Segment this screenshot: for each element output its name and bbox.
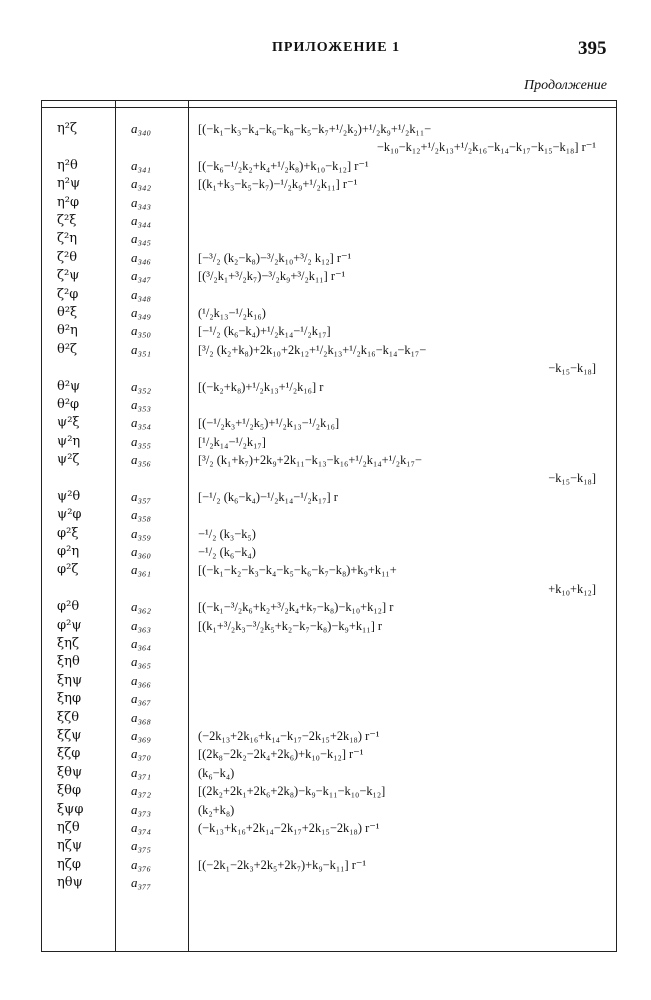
table-row bbox=[0, 653, 651, 671]
expression-line: [(−k₆−¹/₂k₂+k₄+¹/₂k₈)+k₁₀−k₁₂] r⁻¹ bbox=[198, 158, 369, 173]
row-coefficient: a₃₅₂ bbox=[131, 378, 152, 394]
expression-line bbox=[198, 212, 610, 230]
row-variable: ζ²η bbox=[57, 231, 78, 247]
expression-line: −¹/₂ (k₆−k₄) bbox=[198, 545, 256, 560]
table-row bbox=[0, 378, 651, 396]
expression-line bbox=[198, 506, 610, 524]
row-coefficient: a₃₄₃ bbox=[131, 194, 152, 210]
row-variable: φ²η bbox=[57, 544, 80, 560]
expression-line: (k₆−k₄) bbox=[198, 765, 235, 780]
row-expression bbox=[198, 304, 610, 322]
expression-line: [(³/₂k₁+³/₂k₇)−³/₂k₉+³/₂k₁₁] r⁻¹ bbox=[198, 269, 346, 284]
row-coefficient: a₃₄₀ bbox=[131, 121, 152, 136]
row-coefficient: a₃₆₈ bbox=[131, 709, 152, 725]
row-coefficient: a₃₆₂ bbox=[131, 599, 152, 615]
row-coefficient: a₃₆₉ bbox=[131, 727, 152, 743]
expression-line: [(k₁+k₃−k₅−k₇)−¹/₂k₉+¹/₂k₁₁] r⁻¹ bbox=[198, 177, 358, 192]
row-variable: ψ²ζ bbox=[57, 452, 80, 468]
table-row bbox=[0, 837, 651, 855]
row-coefficient: a₃₅₉ bbox=[131, 525, 152, 541]
row-coefficient: a₃₄₆ bbox=[131, 249, 152, 265]
table-row bbox=[0, 230, 651, 248]
expression-line: [(−k₁−k₃−k₄−k₆−k₈−k₅−k₇+¹/₂k₂)+¹/₂k₉+¹/₂k₁₁− bbox=[198, 122, 432, 136]
row-variable: ζ²ψ bbox=[57, 268, 80, 284]
row-coefficient: a₃₄₄ bbox=[131, 212, 152, 228]
expression-line: [(k₁+³/₂k₃−³/₂k₅+k₂−k₇−k₈)−k₉+k₁₁] r bbox=[198, 618, 383, 633]
row-expression bbox=[198, 525, 610, 543]
row-variable: ξζψ bbox=[57, 727, 82, 743]
row-coefficient: a₃₅₁ bbox=[131, 341, 152, 357]
expression-line: [³/₂ (k₁+k₇)+2k₉+2k₁₁−k₁₃−k₁₆+¹/₂k₁₄+¹/₂k₁₇− bbox=[198, 453, 422, 468]
row-coefficient: a₃₅₀ bbox=[131, 323, 152, 339]
row-variable: ηζψ bbox=[57, 838, 83, 854]
row-expression bbox=[198, 690, 610, 708]
continuation-label: Продолжение bbox=[524, 78, 607, 93]
table-row bbox=[0, 396, 651, 414]
row-expression bbox=[198, 506, 610, 524]
expression-line: −¹/₂ (k₃−k₅) bbox=[198, 526, 256, 541]
expression-line: +k₁₀+k₁₂] bbox=[548, 581, 596, 596]
row-expression bbox=[198, 617, 610, 635]
table-row bbox=[0, 286, 651, 304]
table-row bbox=[0, 745, 651, 763]
row-coefficient: a₃₅₆ bbox=[131, 452, 152, 468]
row-expression bbox=[198, 414, 610, 432]
expression-line: (−k₁₃+k₁₆+2k₁₄−2k₁₇+2k₁₅−2k₁₈) r⁻¹ bbox=[198, 820, 380, 835]
row-variable: φ²ξ bbox=[57, 525, 79, 541]
expression-line: [(−¹/₂k₃+¹/₂k₅)+¹/₂k₁₃−¹/₂k₁₆] bbox=[198, 416, 340, 431]
table-row bbox=[0, 194, 651, 212]
row-expression bbox=[198, 267, 610, 285]
row-variable: ψ²ξ bbox=[57, 415, 80, 431]
running-title: ПРИЛОЖЕНИЕ 1 bbox=[272, 40, 401, 55]
row-coefficient: a₃₆₀ bbox=[131, 544, 152, 560]
row-variable: ξηψ bbox=[57, 672, 83, 688]
row-variable: ηζφ bbox=[57, 856, 81, 872]
row-coefficient: a₃₇₂ bbox=[131, 783, 152, 799]
row-variable: ζ²ξ bbox=[57, 212, 77, 228]
row-expression bbox=[198, 543, 610, 561]
row-expression bbox=[198, 396, 610, 414]
row-variable: ξζφ bbox=[57, 746, 81, 762]
row-coefficient: a₃₇₆ bbox=[131, 856, 152, 872]
expression-line: (−2k₁₃+2k₁₆+k₁₄−k₁₇−2k₁₅+2k₁₈) r⁻¹ bbox=[198, 728, 380, 743]
row-expression bbox=[198, 672, 610, 690]
table-row bbox=[0, 414, 651, 432]
row-expression bbox=[198, 322, 610, 340]
row-expression bbox=[198, 212, 610, 230]
row-expression bbox=[198, 801, 610, 819]
expression-line: [(−k₁−³/₂k₆+k₂+³/₂k₄+k₇−k₈)−k₁₀+k₁₂] r bbox=[198, 600, 394, 615]
expression-line bbox=[198, 635, 610, 653]
table-row bbox=[0, 451, 651, 488]
row-variable: ηθψ bbox=[57, 875, 83, 891]
row-variable: ψ²θ bbox=[57, 488, 81, 504]
table-row bbox=[0, 157, 651, 175]
expression-line bbox=[198, 194, 610, 212]
table-row bbox=[0, 120, 651, 157]
table-row bbox=[0, 249, 651, 267]
table-row bbox=[0, 782, 651, 800]
row-coefficient: a₃₅₃ bbox=[131, 396, 152, 412]
row-variable: θ²ζ bbox=[57, 341, 78, 357]
row-expression bbox=[198, 249, 610, 267]
row-coefficient: a₃₄₉ bbox=[131, 304, 152, 320]
row-variable: θ²ξ bbox=[57, 304, 78, 320]
row-expression bbox=[198, 175, 610, 193]
row-expression bbox=[198, 764, 610, 782]
row-coefficient: a₃₆₇ bbox=[131, 691, 152, 707]
expression-line bbox=[198, 396, 610, 414]
row-variable: ξηζ bbox=[57, 636, 79, 651]
page-header bbox=[0, 38, 651, 62]
row-variable: φ²ζ bbox=[57, 562, 79, 578]
table-row bbox=[0, 801, 651, 819]
row-variable: θ²η bbox=[57, 323, 78, 339]
table-row bbox=[0, 212, 651, 230]
row-expression bbox=[198, 598, 610, 616]
table-row bbox=[0, 856, 651, 874]
row-variable: θ²ψ bbox=[57, 378, 81, 394]
row-variable: η²ζ bbox=[57, 121, 78, 136]
table-row bbox=[0, 819, 651, 837]
row-coefficient: a₃₅₄ bbox=[131, 415, 152, 431]
expression-line bbox=[198, 653, 610, 671]
table-row bbox=[0, 764, 651, 782]
row-coefficient: a₃₇₃ bbox=[131, 801, 152, 817]
expression-line: [−¹/₂ (k₆−k₄)−¹/₂k₁₄−¹/₂k₁₇] r bbox=[198, 489, 338, 504]
expression-line bbox=[198, 709, 610, 727]
expression-line bbox=[198, 286, 610, 304]
row-variable: η²φ bbox=[57, 194, 80, 210]
row-expression bbox=[198, 653, 610, 671]
row-expression bbox=[198, 286, 610, 304]
row-coefficient: a₃₅₇ bbox=[131, 488, 152, 504]
expression-line bbox=[198, 874, 610, 892]
row-coefficient: a₃₄₈ bbox=[131, 286, 152, 302]
row-coefficient: a₃₇₄ bbox=[131, 819, 152, 835]
row-coefficient: a₃₄₁ bbox=[131, 157, 152, 173]
row-variable: ζ²θ bbox=[57, 249, 78, 265]
row-coefficient: a₃₇₀ bbox=[131, 746, 152, 762]
table-row bbox=[0, 561, 651, 598]
table-row bbox=[0, 341, 651, 378]
row-expression bbox=[198, 341, 610, 378]
expression-line bbox=[198, 672, 610, 690]
page-number: 395 bbox=[578, 38, 607, 59]
row-coefficient: a₃₄₂ bbox=[131, 176, 152, 192]
table-row bbox=[0, 433, 651, 451]
row-variable: η²θ bbox=[57, 157, 78, 173]
row-expression bbox=[198, 727, 610, 745]
row-expression bbox=[198, 451, 610, 488]
row-variable: ξθφ bbox=[57, 783, 82, 799]
row-coefficient: a₃₆₁ bbox=[131, 562, 152, 578]
row-variable: ψ²η bbox=[57, 433, 81, 449]
table-row bbox=[0, 543, 651, 561]
row-expression bbox=[198, 856, 610, 874]
table-row bbox=[0, 175, 651, 193]
expression-line: (¹/₂k₁₃−¹/₂k₁₆) bbox=[198, 305, 266, 320]
row-expression bbox=[198, 433, 610, 451]
row-coefficient: a₃₄₇ bbox=[131, 268, 152, 284]
row-coefficient: a₃₆₃ bbox=[131, 617, 152, 633]
row-variable: φ²θ bbox=[57, 599, 80, 615]
expression-line: −k₁₅−k₁₈] bbox=[548, 471, 596, 486]
expression-line bbox=[198, 690, 610, 708]
row-coefficient: a₃₇₅ bbox=[131, 838, 152, 854]
row-variable: ηζθ bbox=[57, 819, 80, 835]
expression-line: −k₁₅−k₁₈] bbox=[548, 361, 596, 376]
row-expression bbox=[198, 378, 610, 396]
row-expression bbox=[198, 635, 610, 653]
row-expression bbox=[198, 120, 610, 157]
table-row bbox=[0, 525, 651, 543]
table-row bbox=[0, 506, 651, 524]
expression-line: (k₂+k₈) bbox=[198, 802, 235, 817]
row-variable: ξθψ bbox=[57, 764, 83, 780]
expression-line: [(−k₁−k₂−k₃−k₄−k₅−k₆−k₇−k₈)+k₉+k₁₁+ bbox=[198, 563, 397, 578]
expression-line bbox=[198, 837, 610, 855]
table-row bbox=[0, 635, 651, 653]
expression-line bbox=[198, 230, 610, 248]
row-expression bbox=[198, 488, 610, 506]
expression-line: −k₁₀−k₁₂+¹/₂k₁₃+¹/₂k₁₆−k₁₄−k₁₇−k₁₅−k₁₈] r⁻¹ bbox=[376, 140, 596, 155]
row-expression bbox=[198, 709, 610, 727]
row-expression bbox=[198, 157, 610, 175]
row-expression bbox=[198, 561, 610, 598]
table-row bbox=[0, 672, 651, 690]
table-row bbox=[0, 322, 651, 340]
row-coefficient: a₃₇₁ bbox=[131, 764, 152, 780]
row-coefficient: a₃₄₅ bbox=[131, 231, 152, 247]
expression-line: [¹/₂k₁₄−¹/₂k₁₇] bbox=[198, 434, 266, 449]
row-variable: θ²φ bbox=[57, 396, 80, 412]
row-expression bbox=[198, 194, 610, 212]
table-row bbox=[0, 598, 651, 616]
table-row bbox=[0, 267, 651, 285]
row-variable: ξψφ bbox=[57, 801, 84, 817]
row-expression bbox=[198, 745, 610, 763]
row-coefficient: a₃₆₅ bbox=[131, 654, 152, 670]
expression-line: [(−2k₁−2k₃+2k₅+2k₇)+k₉−k₁₁] r⁻¹ bbox=[198, 857, 367, 872]
row-expression bbox=[198, 874, 610, 892]
table-row bbox=[0, 488, 651, 506]
table-row bbox=[0, 709, 651, 727]
row-coefficient: a₃₆₆ bbox=[131, 672, 152, 688]
row-variable: φ²ψ bbox=[57, 617, 82, 633]
row-expression bbox=[198, 819, 610, 837]
row-coefficient: a₃₆₄ bbox=[131, 636, 152, 651]
row-variable: ξζθ bbox=[57, 709, 80, 725]
table-row bbox=[0, 690, 651, 708]
expression-line: [³/₂ (k₂+k₈)+2k₁₀+2k₁₂+¹/₂k₁₃+¹/₂k₁₆−k₁₄−k₁₇− bbox=[198, 342, 427, 357]
expression-line: [(2k₈−2k₂−2k₄+2k₆)+k₁₀−k₁₂] r⁻¹ bbox=[198, 747, 364, 762]
expression-line: [−¹/₂ (k₆−k₄)+¹/₂k₁₄−¹/₂k₁₇] bbox=[198, 324, 331, 339]
table-row bbox=[0, 874, 651, 892]
expression-line: [(2k₂+2k₁+2k₆+2k₈)−k₉−k₁₁−k₁₀−k₁₂] bbox=[198, 784, 386, 799]
row-coefficient: a₃₇₇ bbox=[131, 875, 152, 891]
row-variable: ξηθ bbox=[57, 654, 80, 670]
row-variable: η²ψ bbox=[57, 176, 81, 192]
row-variable: ψ²φ bbox=[57, 507, 82, 523]
row-variable: ζ²φ bbox=[57, 286, 79, 302]
table-row bbox=[0, 727, 651, 745]
expression-line: [−³/₂ (k₂−k₈)−³/₂k₁₀+³/₂ k₁₂] r⁻¹ bbox=[198, 250, 352, 265]
table-row bbox=[0, 304, 651, 322]
row-expression bbox=[198, 782, 610, 800]
expression-line: [(−k₂+k₈)+¹/₂k₁₃+¹/₂k₁₆] r bbox=[198, 379, 324, 394]
row-expression bbox=[198, 230, 610, 248]
row-coefficient: a₃₅₅ bbox=[131, 433, 152, 449]
row-variable: ξηφ bbox=[57, 691, 82, 707]
coefficient-table bbox=[0, 120, 651, 892]
table-row bbox=[0, 617, 651, 635]
row-expression bbox=[198, 837, 610, 855]
row-coefficient: a₃₅₈ bbox=[131, 507, 152, 523]
